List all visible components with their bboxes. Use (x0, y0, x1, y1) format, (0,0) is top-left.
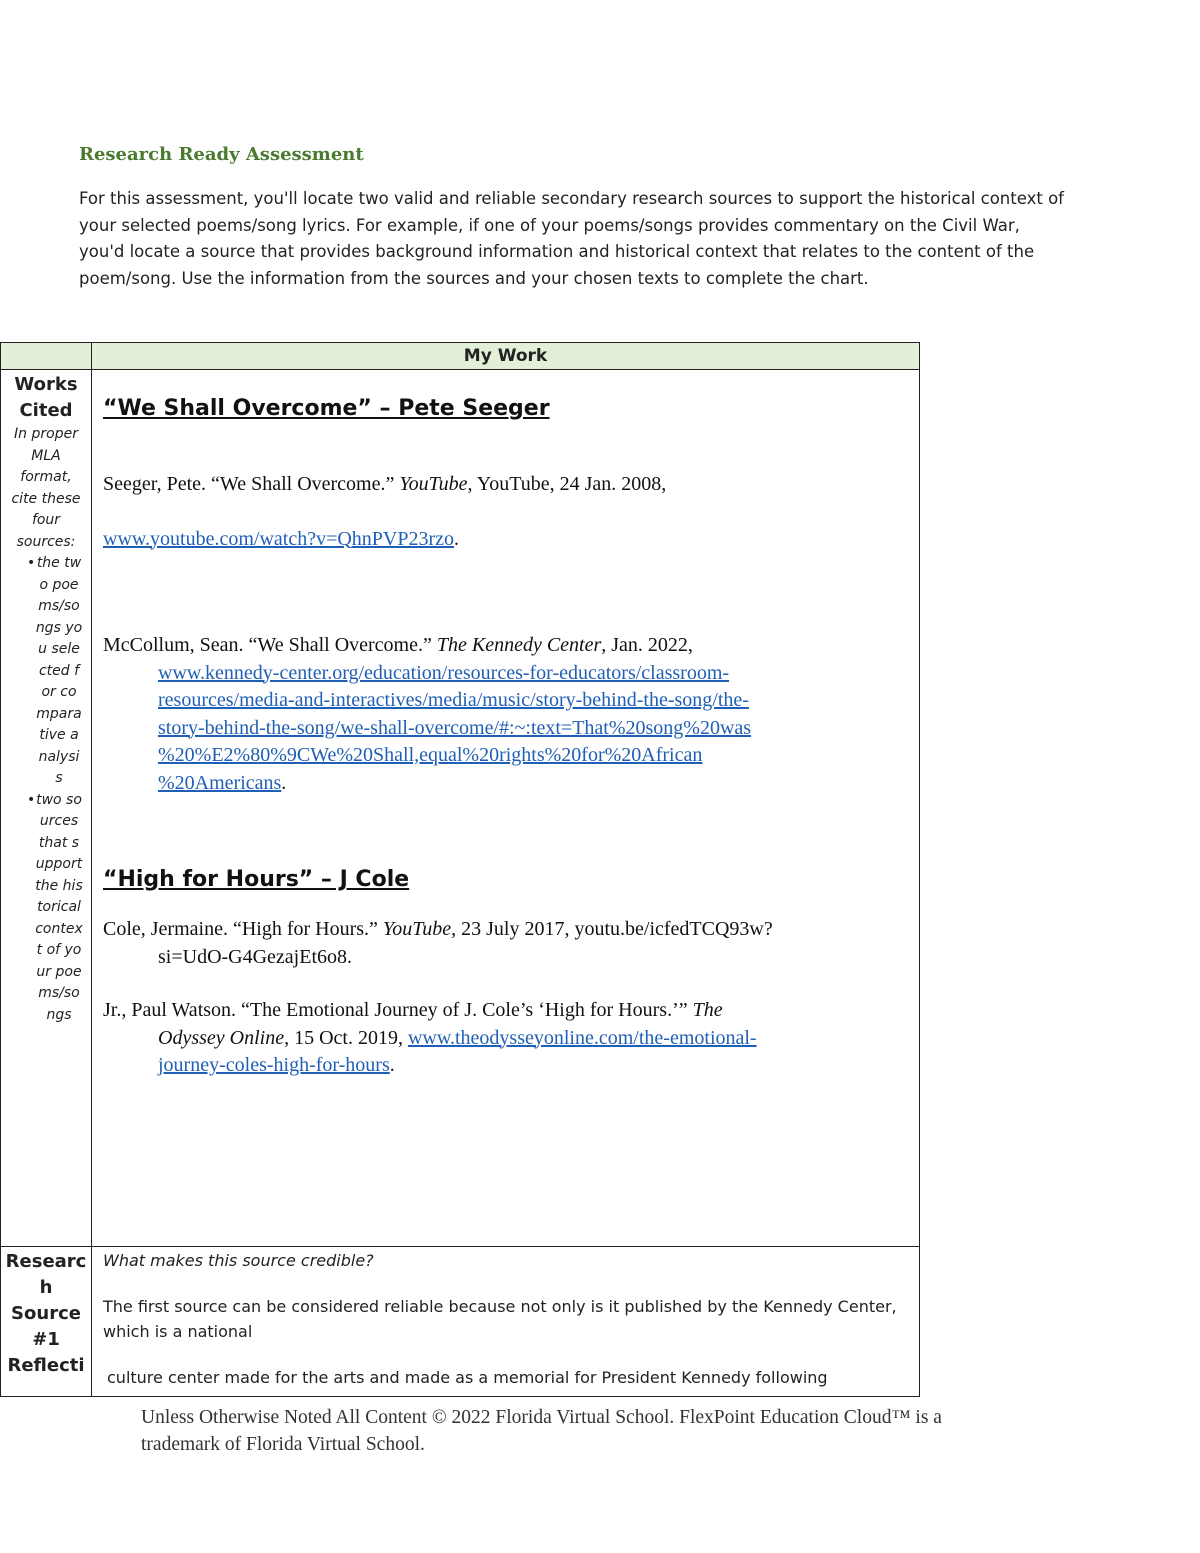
link-youtube-seeger[interactable]: www.youtube.com/watch?v=QhnPVP23rzo (103, 527, 455, 550)
citation-mccollum: McCollum, Sean. “We Shall Overcome.” The Kennedy Center, Jan. 2022, www.kennedy-center.org/education/resources-for-educators/classroom- resources/media-and-interactives/media/music/story-behind-the-song/the- story-behind-the-song/we-shall-overcome/#:~:text=That%20song%20was %20%E2%80%9CWe%20Shall,equal%20rights%20for%20African %20Americans. (103, 634, 752, 794)
intro-paragraph: For this assessment, you'll locate two valid and reliable secondary research sources to support the historical context of your selected poems/song lyrics. For example, if one of your poems/songs provides commentary on the Civil War, you'd locate a source that provides background information and historical context that relates to the content of the poem/song. Use the information from the sources and your chosen texts to complete the chart. (79, 189, 1064, 288)
reflection-content (92, 1247, 920, 1397)
song2-title: “High for Hours” – J Cole (103, 867, 410, 892)
reflection-answer-2: culture center made for the arts and made as a memorial for President Kennedy following (107, 1368, 828, 1387)
song1-title: “We Shall Overcome” – Pete Seeger (103, 396, 550, 421)
work-table (0, 342, 920, 1397)
list-item: • the two poems/songs you selected for comparative analysis (27, 555, 83, 786)
header-empty-cell (1, 343, 92, 370)
page-title: Research Ready Assessment (79, 144, 364, 165)
reflection-answer-1: The first source can be considered reliable because not only is it published by the Kennedy Center, which is a national (103, 1297, 897, 1341)
reflection-question: What makes this source credible? (103, 1251, 374, 1270)
works-cited-content: “We Shall Overcome” – Pete Seeger Seeger, Pete. “We Shall Overcome.” YouTube, YouTube, 24 Jan. 2008, www.youtube.com/watch?v=QhnPVP23rzo. McCollum, Sean. “We Shall Overcome.” The Kennedy Center, Jan. 2022, www.kennedy-center.org/education/resources-for-educators/classroom- resources/media-and-interactives/media/music/story-behind-the-song/the- story-behind-the-song/we-shall-overcome/#:~:text=That%20song%20was %20%E2%80%9CWe%20Shall,equal%20rights%20for%20African %20Americans. “High for Hours” – J Cole Cole, Jermaine. “High for Hours.” YouTube, 23 July 2017, youtu.be/icfedTCQ93w? si=UdO-G4GezajEt6o8. Jr., Paul Watson. “The Emotional Journey of J. Cole’s ‘High for Hours.’” The Odyssey Online, 15 Oct. 2019, www.theodysseyonline.com/the-emotional- journey-coles-high-for-hours. (92, 370, 920, 1247)
citation-cole: Cole, Jermaine. “High for Hours.” YouTube, 23 July 2017, youtu.be/icfedTCQ93w? si=UdO-G4GezajEt6o8. (103, 918, 773, 968)
works-cited-instruction: In proper MLA format, cite these four sources: (11, 426, 81, 550)
works-cited-label: Works Cited (14, 374, 78, 421)
citation-seeger: Seeger, Pete. “We Shall Overcome.” YouTube, YouTube, 24 Jan. 2008, (103, 473, 667, 495)
footer-copyright: Unless Otherwise Noted All Content © 2022 Florida Virtual School. FlexPoint Education Cloud™ is a trademark of Florida Virtual School. (141, 1407, 942, 1455)
link-odyssey-online[interactable]: www.theodysseyonline.com/the-emotional- journey-coles-high-for-hours (158, 1026, 757, 1076)
table-header: My Work (92, 343, 920, 370)
reflection-label: Researc h Source #1 Reflecti (5, 1251, 87, 1376)
citation-odyssey: Jr., Paul Watson. “The Emotional Journey of J. Cole’s ‘High for Hours.’” The Odyssey Online, 15 Oct. 2019, www.theodysseyonline.com/the-emotional- journey-coles-high-for-hours. (103, 999, 757, 1076)
link-kennedy-center[interactable]: www.kennedy-center.org/education/resources-for-educators/classroom- resources/media-and-interactives/media/music/story-behind-the-song/the- story-behind-the-song/we-shall-overcome/#:~:text=That%20song%20was %20%E2%80%9CWe%20Shall,equal%20rights%20for%20African %20Americans (158, 661, 752, 794)
reflection-label-cell (1, 1247, 92, 1397)
works-cited-label-cell (1, 370, 92, 1247)
list-item: • two sources that support the historical context of your poems/songs (27, 791, 83, 1023)
